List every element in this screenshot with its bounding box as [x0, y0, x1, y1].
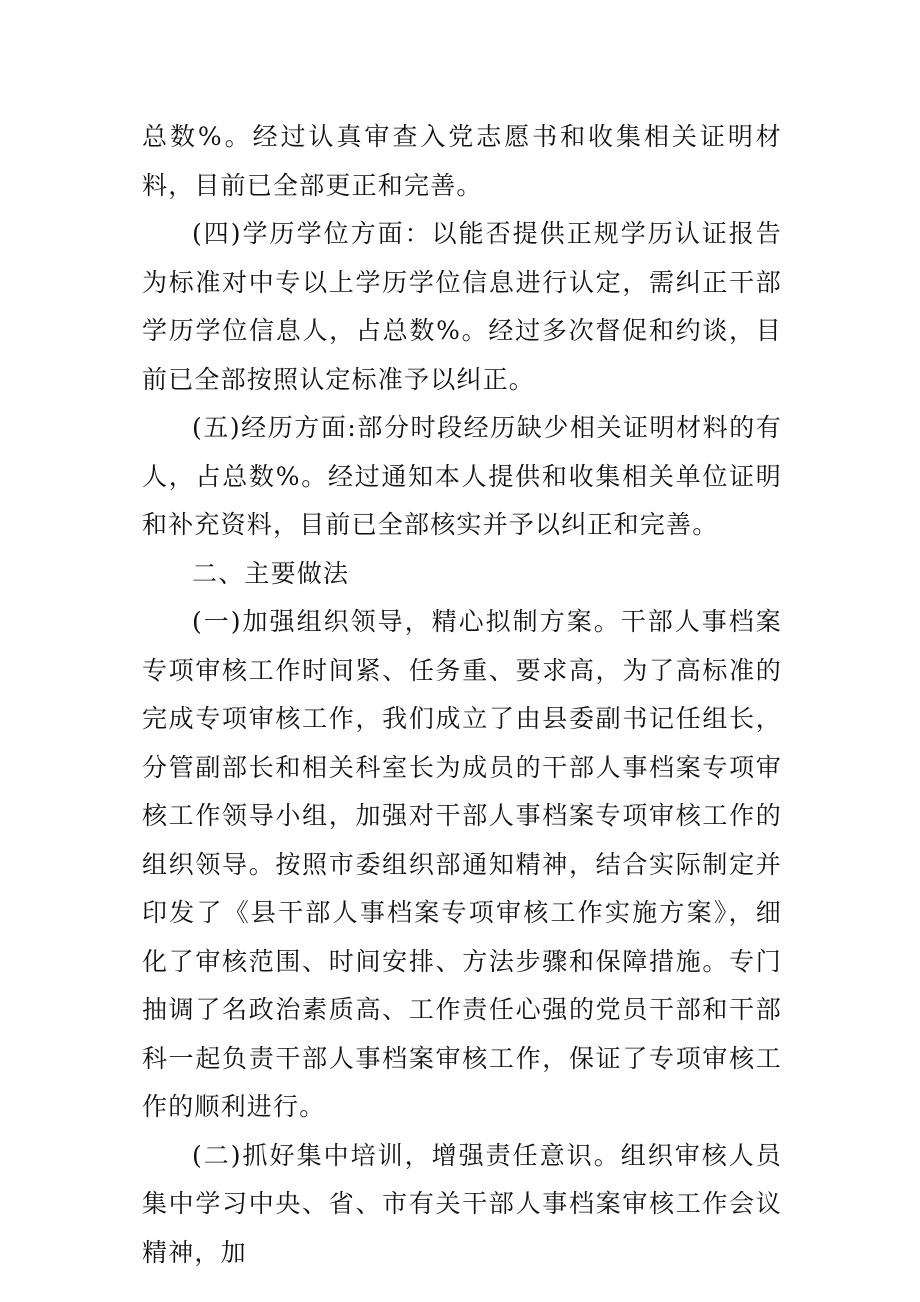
paragraph-education-degree: (四)学历学位方面：以能否提供正规学历认证报告为标准对中专以上学历学位信息进行认定，需纠正干部学历学位信息人，占总数%。经过多次督促和约谈，目前已全部按照认定标准予以纠正。 — [142, 219, 782, 394]
document-body — [142, 113, 782, 1277]
paragraph-training: (二)抓好集中培训，增强责任意识。组织审核人员集中学习中央、省、市有关干部人事档案审核工作会议精神，加 — [142, 1140, 782, 1267]
paragraph-organization-leadership: (一)加强组织领导，精心拟制方案。干部人事档案专项审核工作时间紧、任务重、要求高，为了高标准的完成专项审核工作，我们成立了由县委副书记任组长，分管副部长和相关科室长为成员的干部人事档案专项审核工作领导小组，加强对干部人事档案专项审核工作的组织领导。按照市委组织部通知精神，结合实际制定并印发了《县干部人事档案专项审核工作实施方案》，细化了审核范围、时间安排、方法步骤和保障措施。专门抽调了名政治素质高、工作责任心强的党员干部和干部科一起负责干部人事档案审核工作，保证了专项审核工作的顺利进行。 — [142, 607, 782, 1121]
paragraph-work-experience: (五)经历方面:部分时段经历缺少相关证明材料的有人，占总数%。经过通知本人提供和收集相关单位证明和补充资料，目前已全部核实并予以纠正和完善。 — [142, 413, 782, 539]
section-heading-main-practices: 二、主要做法 — [192, 558, 350, 588]
paragraph-party-application: 总数%。经过认真审查入党志愿书和收集相关证明材料，目前已全部更正和完善。 — [142, 122, 782, 200]
